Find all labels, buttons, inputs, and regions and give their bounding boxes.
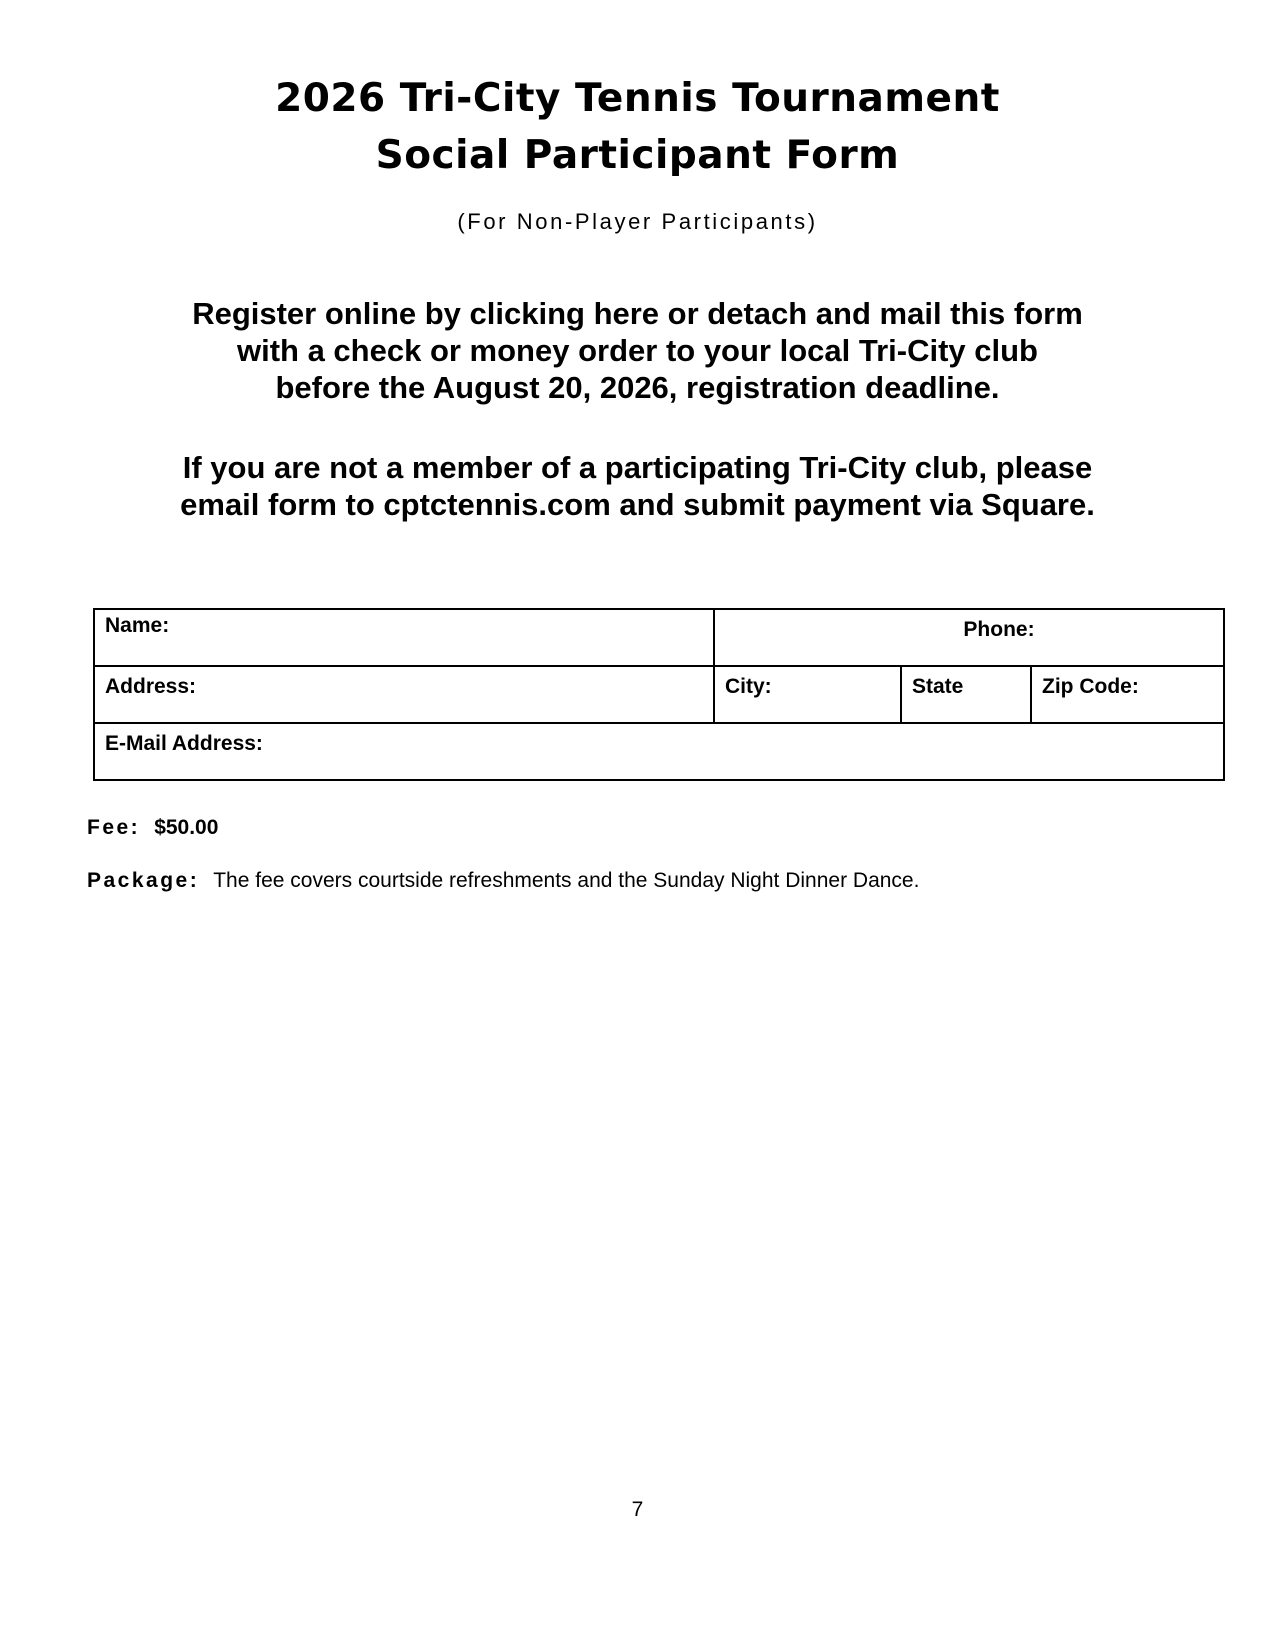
page-number: 7: [631, 1498, 644, 1521]
registration-instructions: [0, 295, 1275, 406]
instruction-line: with a check or money order to your local Tri-City club: [236, 333, 1038, 368]
zip-code-field[interactable]: [1031, 666, 1224, 723]
name-label: Name:: [105, 614, 170, 637]
state-label: State: [912, 675, 964, 698]
state-field[interactable]: [901, 666, 1031, 723]
city-label: City:: [725, 675, 772, 698]
address-label: Address:: [105, 675, 197, 698]
fee-label: Fee:: [87, 816, 141, 839]
email-label: E-Mail Address:: [105, 732, 263, 755]
instruction-line[interactable]: Register online by clicking here or detach and mail this form: [192, 296, 1083, 331]
name-field[interactable]: [94, 609, 714, 666]
instruction-line: email form to cptctennis.com and submit payment via Square.: [180, 487, 1095, 522]
phone-field[interactable]: [714, 609, 1224, 666]
city-field[interactable]: [714, 666, 901, 723]
page-subtitle: (For Non-Player Participants): [457, 209, 818, 234]
phone-label: Phone:: [963, 618, 1035, 641]
page-title-line2: Social Participant Form: [375, 133, 900, 178]
package-text: The fee covers courtside refreshments and the Sunday Night Dinner Dance.: [213, 869, 920, 892]
package-line: [87, 869, 919, 893]
instruction-line: before the August 20, 2026, registration deadline.: [275, 370, 1000, 405]
fee-line: [87, 816, 218, 840]
email-field[interactable]: [94, 723, 1224, 780]
fee-value: $50.00: [154, 816, 219, 839]
package-label: Package:: [87, 869, 200, 892]
zip-code-label: Zip Code:: [1042, 675, 1139, 698]
instruction-line: If you are not a member of a participating Tri-City club, please: [182, 450, 1093, 485]
page-title-line1: 2026 Tri-City Tennis Tournament: [275, 76, 1000, 121]
address-field[interactable]: [94, 666, 714, 723]
non-member-instructions: [0, 449, 1275, 523]
participant-form-table: [93, 608, 1225, 781]
